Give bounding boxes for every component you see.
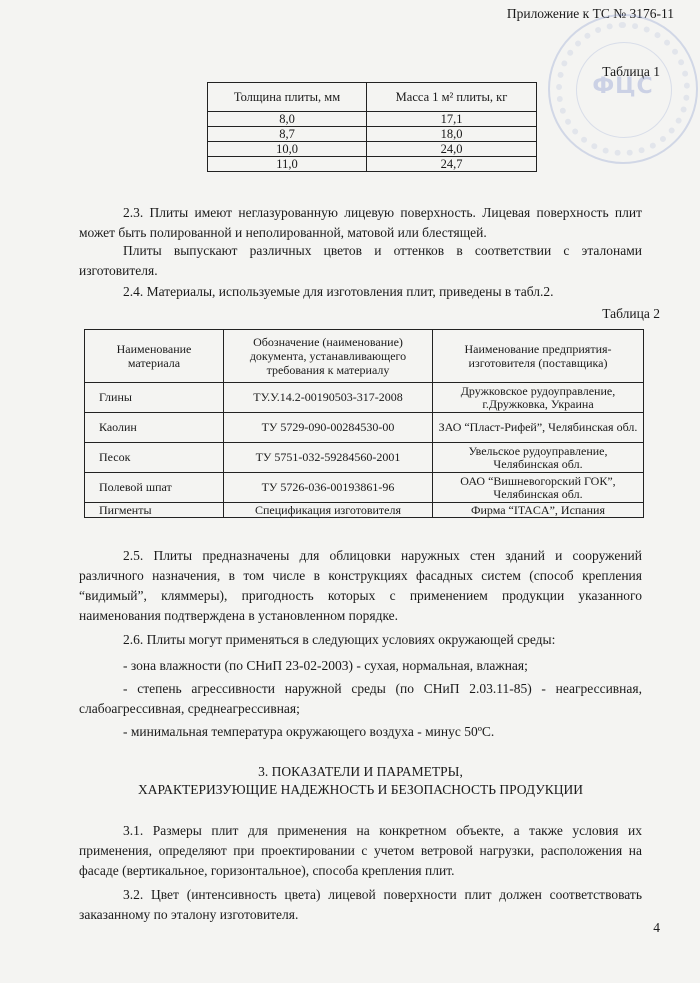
- table1-header-thickness: Толщина плиты, мм: [208, 83, 367, 112]
- table2-cell: ОАО “Вишневогорский ГОК”, Челябинская обл.: [433, 473, 644, 503]
- certification-stamp: [548, 14, 698, 164]
- table2-cell: Дружковское рудоуправление, г.Дружковка, Украина: [433, 383, 644, 413]
- table1-caption: Таблица 1: [602, 64, 660, 79]
- table2-cell: Глины: [85, 383, 224, 413]
- table-row: [208, 157, 537, 172]
- bullet-temperature: - минимальная температура окружающего воздуха - минус 50ºС.: [123, 724, 495, 739]
- table1: [207, 82, 537, 172]
- table1-header-row: [208, 83, 537, 112]
- table-row: [208, 112, 537, 127]
- stamp-label: ФЦС: [592, 74, 654, 99]
- paragraph-colors: Плиты выпускают различных цветов и оттенков в соответствии с эталонами изготовителя.: [79, 243, 642, 278]
- table2: [84, 329, 644, 518]
- table-row: [85, 413, 644, 443]
- table2-header-manufacturer: Наименование предприятия-изготовителя (поставщика): [433, 330, 644, 383]
- paragraph-2-4: 2.4. Материалы, используемые для изготовления плит, приведены в табл.2.: [123, 284, 554, 299]
- table2-cell: Каолин: [85, 413, 224, 443]
- table2-cell: ТУ 5729-090-00284530-00: [224, 413, 433, 443]
- table1-cell: 10,0: [208, 142, 367, 157]
- table1-cell: 17,1: [367, 112, 537, 127]
- paragraph-3-1: 3.1. Размеры плит для применения на конкретном объекте, а также условия их применения, определяют при проектировании с учетом ветровой нагрузки, расположения на фасаде (вертикальное, горизонтальное), способа крепления плит.: [79, 823, 642, 878]
- bullet-aggressiveness: - степень агрессивности наружной среды (по СНиП 2.03.11-85) - неагрессивная, слабоагрессивная, среднеагрессивная;: [79, 681, 642, 716]
- table1-cell: 8,0: [208, 112, 367, 127]
- table2-cell: Увельское рудоуправление, Челябинская обл.: [433, 443, 644, 473]
- table-row: [85, 443, 644, 473]
- table2-cell: ТУ 5726-036-00193861-96: [224, 473, 433, 503]
- table2-cell: Пигменты: [85, 503, 224, 518]
- table2-cell: Полевой шпат: [85, 473, 224, 503]
- table1-header-mass: Масса 1 м² плиты, кг: [367, 83, 537, 112]
- table2-header-row: [85, 330, 644, 383]
- paragraph-2-6: 2.6. Плиты могут применяться в следующих условиях окружающей среды:: [123, 632, 556, 647]
- table-row: [85, 473, 644, 503]
- table2-header-material: Наименование материала: [85, 330, 224, 383]
- table2-cell: ТУ.У.14.2-00190503-317-2008: [224, 383, 433, 413]
- table-row: [85, 503, 644, 518]
- table1-cell: 11,0: [208, 157, 367, 172]
- paragraph-3-2: 3.2. Цвет (интенсивность цвета) лицевой поверхности плит должен соответствовать заказанному по эталону изготовителя.: [79, 887, 642, 922]
- table-row: [85, 383, 644, 413]
- paragraph-2-5: 2.5. Плиты предназначены для облицовки наружных стен зданий и сооружений различного назначения, в том числе в конструкциях фасадных систем (способ крепления “видимый”, кляммеры), пригодность которых с применением продукции указанного наименования подтверждена в установленном порядке.: [79, 548, 642, 623]
- bullet-humidity: - зона влажности (по СНиП 23-02-2003) - сухая, нормальная, влажная;: [123, 658, 528, 673]
- table1-cell: 18,0: [367, 127, 537, 142]
- table1-cell: 8,7: [208, 127, 367, 142]
- section-3-title-line1: 3. ПОКАЗАТЕЛИ И ПАРАМЕТРЫ,: [258, 764, 463, 779]
- paragraph-2-3: 2.3. Плиты имеют неглазурованную лицевую поверхность. Лицевая поверхность плит может быть полированной и неполированной, матовой или блестящей.: [79, 205, 642, 240]
- table1-cell: 24,7: [367, 157, 537, 172]
- table2-cell: Спецификация изготовителя: [224, 503, 433, 518]
- table2-cell: Песок: [85, 443, 224, 473]
- table2-header-document: Обозначение (наименование) документа, устанавливающего требования к материалу: [224, 330, 433, 383]
- table2-cell: Фирма “ITACA”, Испания: [433, 503, 644, 518]
- section-3-title-line2: ХАРАКТЕРИЗУЮЩИЕ НАДЕЖНОСТЬ И БЕЗОПАСНОСТЬ ПРОДУКЦИИ: [137, 782, 584, 797]
- table-row: [208, 142, 537, 157]
- page-number: 4: [653, 920, 660, 935]
- table2-cell: ТУ 5751-032-59284560-2001: [224, 443, 433, 473]
- table2-cell: ЗАО “Пласт-Рифей”, Челябинская обл.: [433, 413, 644, 443]
- table2-caption: Таблица 2: [602, 306, 660, 321]
- page-header: Приложение к ТС № 3176-11: [506, 6, 674, 21]
- table-row: [208, 127, 537, 142]
- table1-cell: 24,0: [367, 142, 537, 157]
